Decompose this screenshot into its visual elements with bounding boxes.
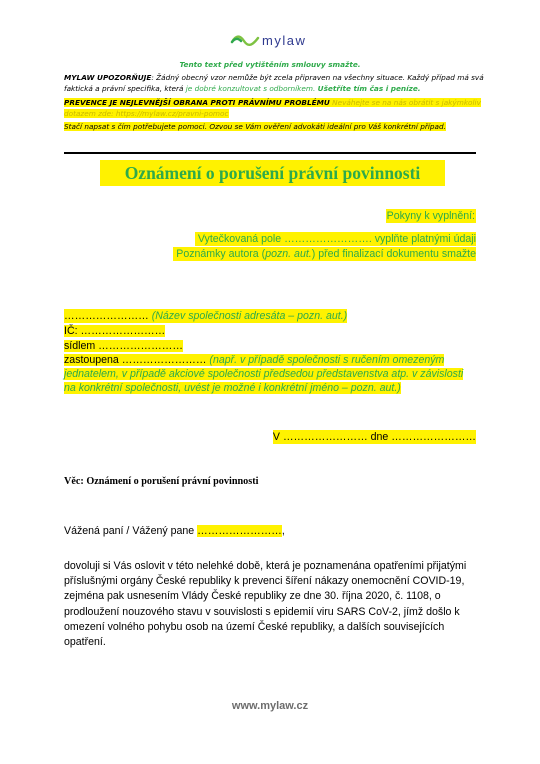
prevention-paragraph xyxy=(64,97,484,119)
addressee-representative-line xyxy=(64,353,476,395)
help-text: Stačí napsat s čím potřebujete pomoci. Ozvou se Vám ověření advokáti ideální pro Váš konkrétní případ. xyxy=(64,122,446,131)
body-paragraph: dovoluji si Vás oslovit v této nelehké době, která je poznamenána opatřeními přijatými příslušnými orgány České republiky k prevenci šíření nákazy onemocnění COVID-19, zejména pak usnesením Vlády České republiky ze dne 30. října 2020, č. 1108, o prodloužení nouzového stavu v souvislosti s epidemií viru SARS CoV-2, jímž došlo k omezení volného pohybu osob na území České republiky, a dalších souvisejících opatření. xyxy=(64,560,467,649)
prevention-label: PREVENCE JE NEJLEVNĚJŠÍ OBRANA PROTI PRÁVNÍMU PROBLÉMU xyxy=(64,98,330,107)
help-paragraph xyxy=(64,121,484,132)
place-field[interactable]: …………………… xyxy=(282,431,368,443)
addressee-seat-label: sídlem xyxy=(64,340,99,352)
prevention-link-text[interactable]: Neváhejte se na nás obrátit s jakýmkoliv dotazem zde: https://mylaw.cz/pravni-pomoc xyxy=(64,98,481,118)
warning-consult-text: je dobré konzultovat s odborníkem. xyxy=(185,84,318,93)
divider xyxy=(64,152,476,154)
date-label: dne xyxy=(367,431,392,443)
mylaw-logo xyxy=(230,30,330,50)
place-label: V xyxy=(272,431,283,443)
representative-note: (např. v případě společnosti s ručením omezeným jednatelem, v případě akciové společnosti předsedou představenstva atp. v závislosti na konkrétní společnosti, uvést je možné i konkrétní jméno – pozn. aut.) xyxy=(64,354,464,394)
instruction-fields-text-end: vyplňte platnými údaji xyxy=(371,233,476,245)
addressee-seat-line xyxy=(64,339,183,353)
salutation-text: Vážená paní / Vážený pane xyxy=(64,525,198,537)
addressee-ic-field[interactable]: …………………… xyxy=(80,325,166,337)
representative-label: zastoupena xyxy=(64,354,122,366)
salutation-comma: , xyxy=(281,525,285,537)
addressee-name-line xyxy=(64,309,347,323)
date-field[interactable]: …………………… xyxy=(391,431,476,443)
instruction-notes-text-end: ) před finalizací dokumentu smažte xyxy=(311,248,476,260)
document-title: Oznámení o porušení právní povinnosti xyxy=(100,160,445,186)
addressee-ic-line xyxy=(64,324,165,338)
addressee-name-field[interactable]: …………………… xyxy=(64,310,149,322)
place-date-line xyxy=(273,430,476,444)
instructions-title: Pokyny k vyplnění: xyxy=(386,210,475,222)
instruction-notes-abbr: pozn. aut. xyxy=(265,248,312,260)
addressee-seat-field[interactable]: …………………… xyxy=(98,340,183,352)
instruction-fields xyxy=(195,232,476,246)
addressee-name-note: (Název společnosti adresáta – pozn. aut.) xyxy=(148,310,348,322)
logo-text: mylaw xyxy=(262,32,307,48)
salutation-line xyxy=(64,524,285,538)
warning-text: : Žádný obecný vzor nemůže být zcela připraven na všechny situace. Každý případ má svá faktická a právní specifika, která xyxy=(64,73,484,93)
instruction-notes-text: Poznámky autora ( xyxy=(176,248,266,260)
representative-field[interactable]: …………………… xyxy=(121,354,207,366)
logo-wave-icon xyxy=(230,33,260,47)
instruction-dots: ……………………. xyxy=(284,233,372,245)
warning-paragraph xyxy=(64,72,484,94)
warning-label: MYLAW UPOZORŇUJE xyxy=(64,73,152,82)
warning-title: Tento text před vytištěním smlouvy smažte. xyxy=(179,60,361,69)
instruction-notes xyxy=(173,247,476,261)
warning-save-text: Ušetříte tím čas i peníze. xyxy=(317,84,421,93)
footer-url[interactable]: www.mylaw.cz xyxy=(231,700,309,712)
instruction-fields-text: Vytečkovaná pole xyxy=(197,233,285,245)
addressee-ic-label: IČ: xyxy=(64,325,81,337)
salutation-name-field[interactable]: …………………… xyxy=(197,525,282,537)
subject-line: Věc: Oznámení o porušení právní povinnosti xyxy=(64,476,259,487)
